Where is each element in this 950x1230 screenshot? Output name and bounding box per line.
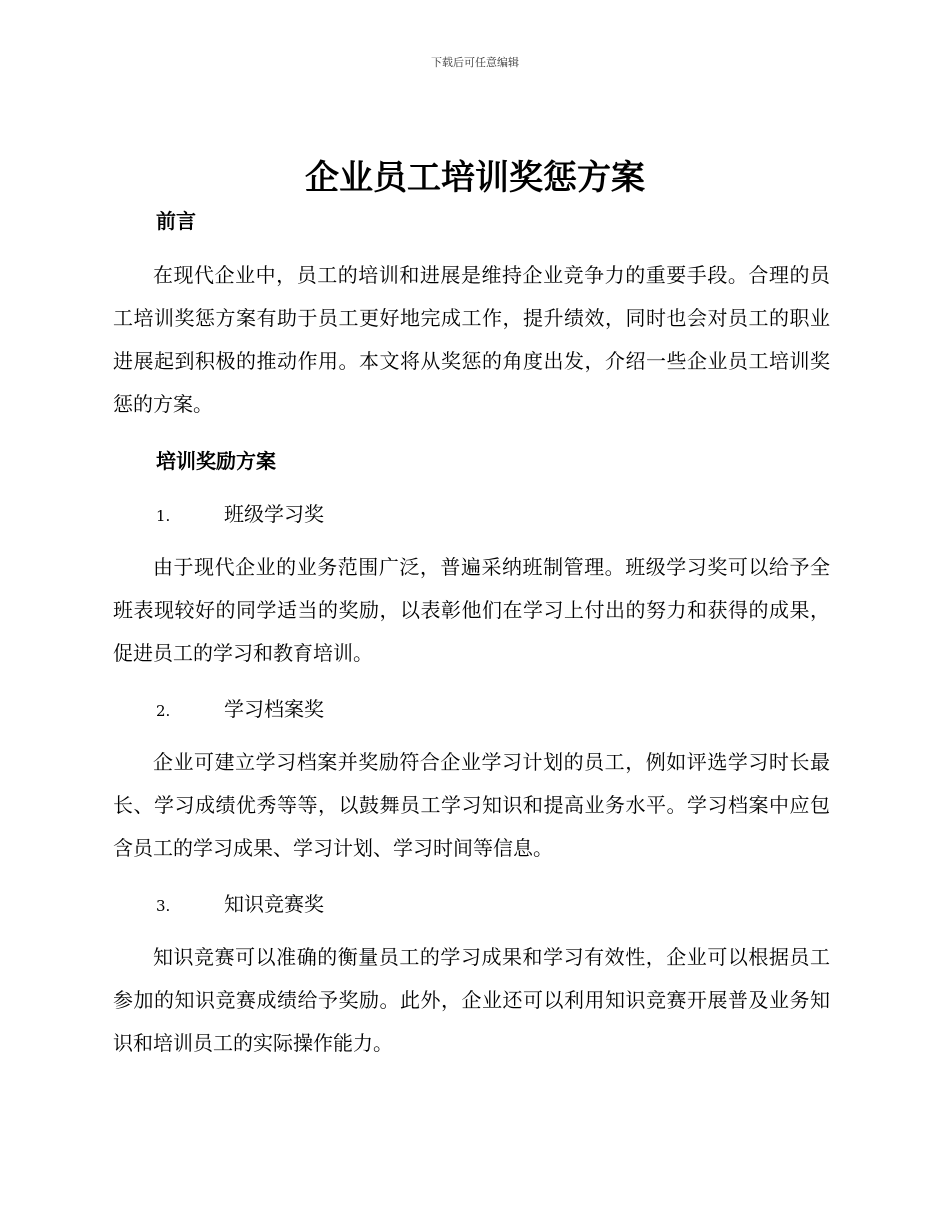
item-3-paragraph: 知识竞赛可以准确的衡量员工的学习成果和学习有效性，企业可以根据员工参加的知识竞赛成绩给予奖励。此外，企业还可以利用知识竞赛开展普及业务知识和培训员工的实际操作能力。 (113, 945, 830, 1055)
item-1-paragraph: 由于现代企业的业务范围广泛，普遍采纳班制管理。班级学习奖可以给予全班表现较好的同学适当的奖励，以表彰他们在学习上付出的努力和获得的成果，促进员工的学习和教育培训。 (113, 555, 830, 665)
list-item-1 (113, 494, 830, 534)
list-label: 知识竞赛奖 (224, 892, 324, 916)
document-title: 企业员工培训奖惩方案 (305, 158, 645, 198)
list-label: 学习档案奖 (224, 697, 324, 721)
page-header: 下载后可任意编辑 (431, 56, 519, 69)
rewards-heading: 培训奖励方案 (156, 449, 276, 473)
document-body (113, 200, 830, 1065)
preface-heading: 前言 (156, 209, 196, 233)
list-item-2 (113, 689, 830, 729)
list-item-3 (113, 884, 830, 924)
list-number: 3. (156, 897, 171, 915)
list-label: 班级学习奖 (224, 502, 324, 526)
list-number: 1. (156, 507, 171, 525)
item-2-paragraph: 企业可建立学习档案并奖励符合企业学习计划的员工，例如评选学习时长最长、学习成绩优秀等等，以鼓舞员工学习知识和提高业务水平。学习档案中应包含员工的学习成果、学习计划、学习时间等信息。 (113, 750, 830, 860)
preface-paragraph: 在现代企业中，员工的培训和进展是维持企业竞争力的重要手段。合理的员工培训奖惩方案有助于员工更好地完成工作，提升绩效，同时也会对员工的职业进展起到积极的推动作用。本文将从奖惩的角度出发，介绍一些企业员工培训奖惩的方案。 (113, 263, 830, 416)
list-number: 2. (156, 702, 171, 720)
